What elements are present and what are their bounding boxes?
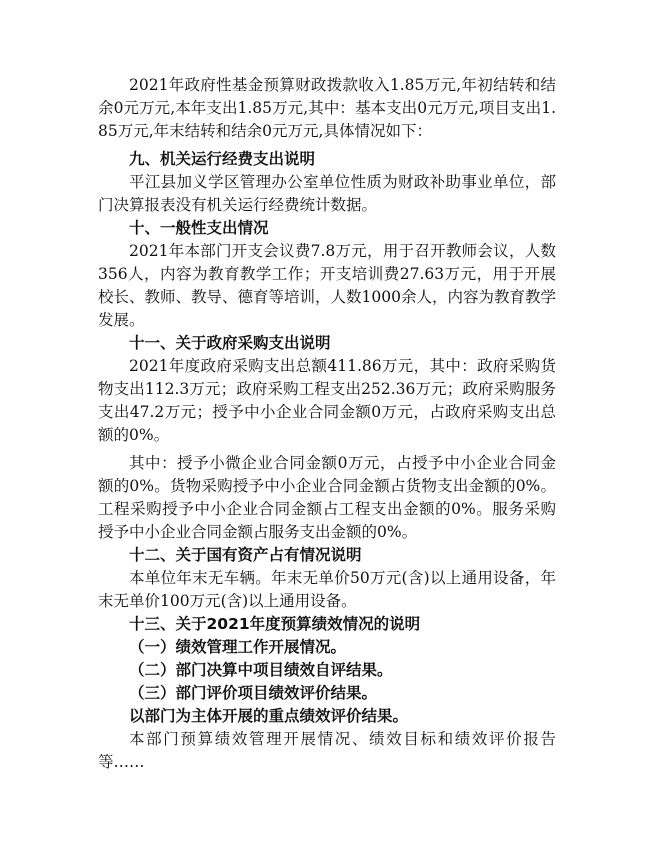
heading-section-12: 十二、关于国有资产占有情况说明 bbox=[129, 546, 362, 564]
heading-section-9: 九、机关运行经费支出说明 bbox=[129, 150, 316, 168]
document-page bbox=[98, 74, 556, 774]
paragraph-section-11b: 其中：授予小微企业合同金额0万元，占授予中小企业合同金额的0%。货物采购授予中小企业合同金额占货物支出金额的0%。工程采购授予中小企业合同金额占工程支出金额的0%。服务采购授予中小企业合同金额占服务支出金额的0%。 bbox=[98, 454, 556, 541]
heading-section-10: 十、一般性支出情况 bbox=[129, 219, 269, 237]
paragraph-section-10: 2021年本部门开支会议费7.8万元，用于召开教师会议，人数356人，内容为教育教学工作；开支培训费27.63万元，用于开展校长、教师、教导、德育等培训，人数1000余人，内容为教育教学发展。 bbox=[98, 242, 556, 329]
paragraph-section-12: 本单位年末无车辆。年末无单价50万元(含)以上通用设备，年末无单价100万元(含)以上通用设备。 bbox=[98, 569, 556, 610]
paragraph-section-9: 平江县加义学区管理办公室单位性质为财政补助事业单位，部门决算报表没有机关运行经费统计数据。 bbox=[98, 173, 556, 214]
subheading-13-3: （三）部门评价项目绩效评价结果。 bbox=[129, 684, 378, 702]
subheading-13-4: 以部门为主体开展的重点绩效评价结果。 bbox=[129, 707, 409, 725]
paragraph-section-11a: 2021年度政府采购支出总额411.86万元，其中：政府采购货物支出112.3万元；政府采购工程支出252.36万元；政府采购服务支出47.2万元；授予中小企业合同金额0万元，占政府采购支出总额的0%。 bbox=[98, 357, 556, 444]
heading-section-11: 十一、关于政府采购支出说明 bbox=[129, 334, 331, 352]
subheading-13-2: （二）部门决算中项目绩效自评结果。 bbox=[129, 661, 393, 679]
heading-section-13: 十三、关于2021年度预算绩效情况的说明 bbox=[129, 615, 421, 633]
paragraph-fund-budget: 2021年政府性基金预算财政拨款收入1.85万元,年初结转和结余0元万元,本年支出1.85万元,其中：基本支出0元万元,项目支出1.85万元,年末结转和结余0元万元,具体情况如下： bbox=[98, 76, 556, 140]
paragraph-section-13: 本部门预算绩效管理开展情况、绩效目标和绩效评价报告等…… bbox=[98, 730, 556, 771]
subheading-13-1: （一）绩效管理工作开展情况。 bbox=[129, 638, 347, 656]
